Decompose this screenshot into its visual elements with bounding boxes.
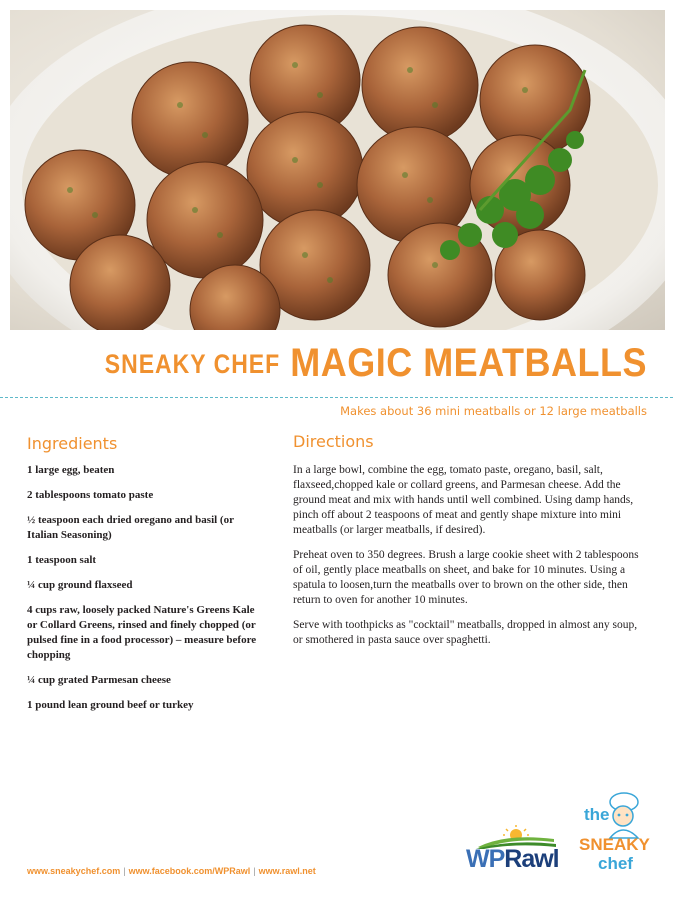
ingredient-item: 1 pound lean ground beef or turkey xyxy=(27,699,194,711)
title-main: MAGIC MEATBALLS xyxy=(290,339,647,385)
sneaky-the: the xyxy=(584,805,610,824)
link-separator: | xyxy=(123,866,126,876)
direction-paragraph: Serve with toothpicks as "cocktail" meatballs, dropped in almost any soup, or smothered in pasta sauce over spaghetti. xyxy=(293,619,638,646)
sneaky-main: SNEAKY xyxy=(579,835,650,854)
ingredient-item: 2 tablespoons tomato paste xyxy=(27,489,154,501)
divider xyxy=(0,397,673,398)
link-rawl[interactable]: www.rawl.net xyxy=(258,866,316,876)
ingredient-item: 1 large egg, beaten xyxy=(27,464,115,476)
directions-heading: Directions xyxy=(293,432,374,451)
wprawl-wordmark: WPRawl xyxy=(466,845,559,873)
sneaky-chef-word: chef xyxy=(598,854,633,873)
link-separator: | xyxy=(253,866,256,876)
title-brand: SNEAKY CHEF xyxy=(104,348,281,379)
footer-links xyxy=(27,866,316,876)
wprawl-logo xyxy=(466,825,572,877)
ingredient-item: ½ teaspoon each dried oregano and basil (or Italian Seasoning) xyxy=(27,514,234,541)
direction-paragraph: In a large bowl, combine the egg, tomato paste, oregano, basil, salt, flaxseed,chopped kale or collard greens, and Parmesan cheese. Add the ground meat and mix with hands until well combined. Using damp hands, pinch off about 2 teaspoons of meat and gently shape mixture into mini meatballs (or larger meatballs, if desired). xyxy=(293,464,634,536)
ingredient-item: ¼ cup ground flaxseed xyxy=(27,579,133,591)
ingredient-item: 1 teaspoon salt xyxy=(27,554,97,566)
recipe-yield: Makes about 36 mini meatballs or 12 large meatballs xyxy=(340,404,647,418)
ingredients-heading: Ingredients xyxy=(27,434,118,453)
recipe-title xyxy=(104,339,647,385)
sneaky-chef-logo xyxy=(576,792,658,884)
ingredient-item: ¼ cup grated Parmesan cheese xyxy=(27,674,171,686)
link-facebook[interactable]: www.facebook.com/WPRawl xyxy=(128,866,251,876)
direction-paragraph: Preheat oven to 350 degrees. Brush a large cookie sheet with 2 tablespoons of oil, gently place meatballs on sheet, and bake for 10 minutes. Using a spatula to loosen,turn the meatballs over to brown on the other side, then return to oven for another 10 minutes. xyxy=(293,549,639,606)
meatballs-photo xyxy=(10,10,665,330)
directions-body xyxy=(293,463,648,658)
ingredients-list xyxy=(27,463,267,723)
ingredient-item: 4 cups raw, loosely packed Nature's Greens Kale or Collard Greens, rinsed and finely chopped (or pulsed fine in a food processor) – measure before chopping xyxy=(27,604,257,661)
link-sneakychef[interactable]: www.sneakychef.com xyxy=(27,866,121,876)
